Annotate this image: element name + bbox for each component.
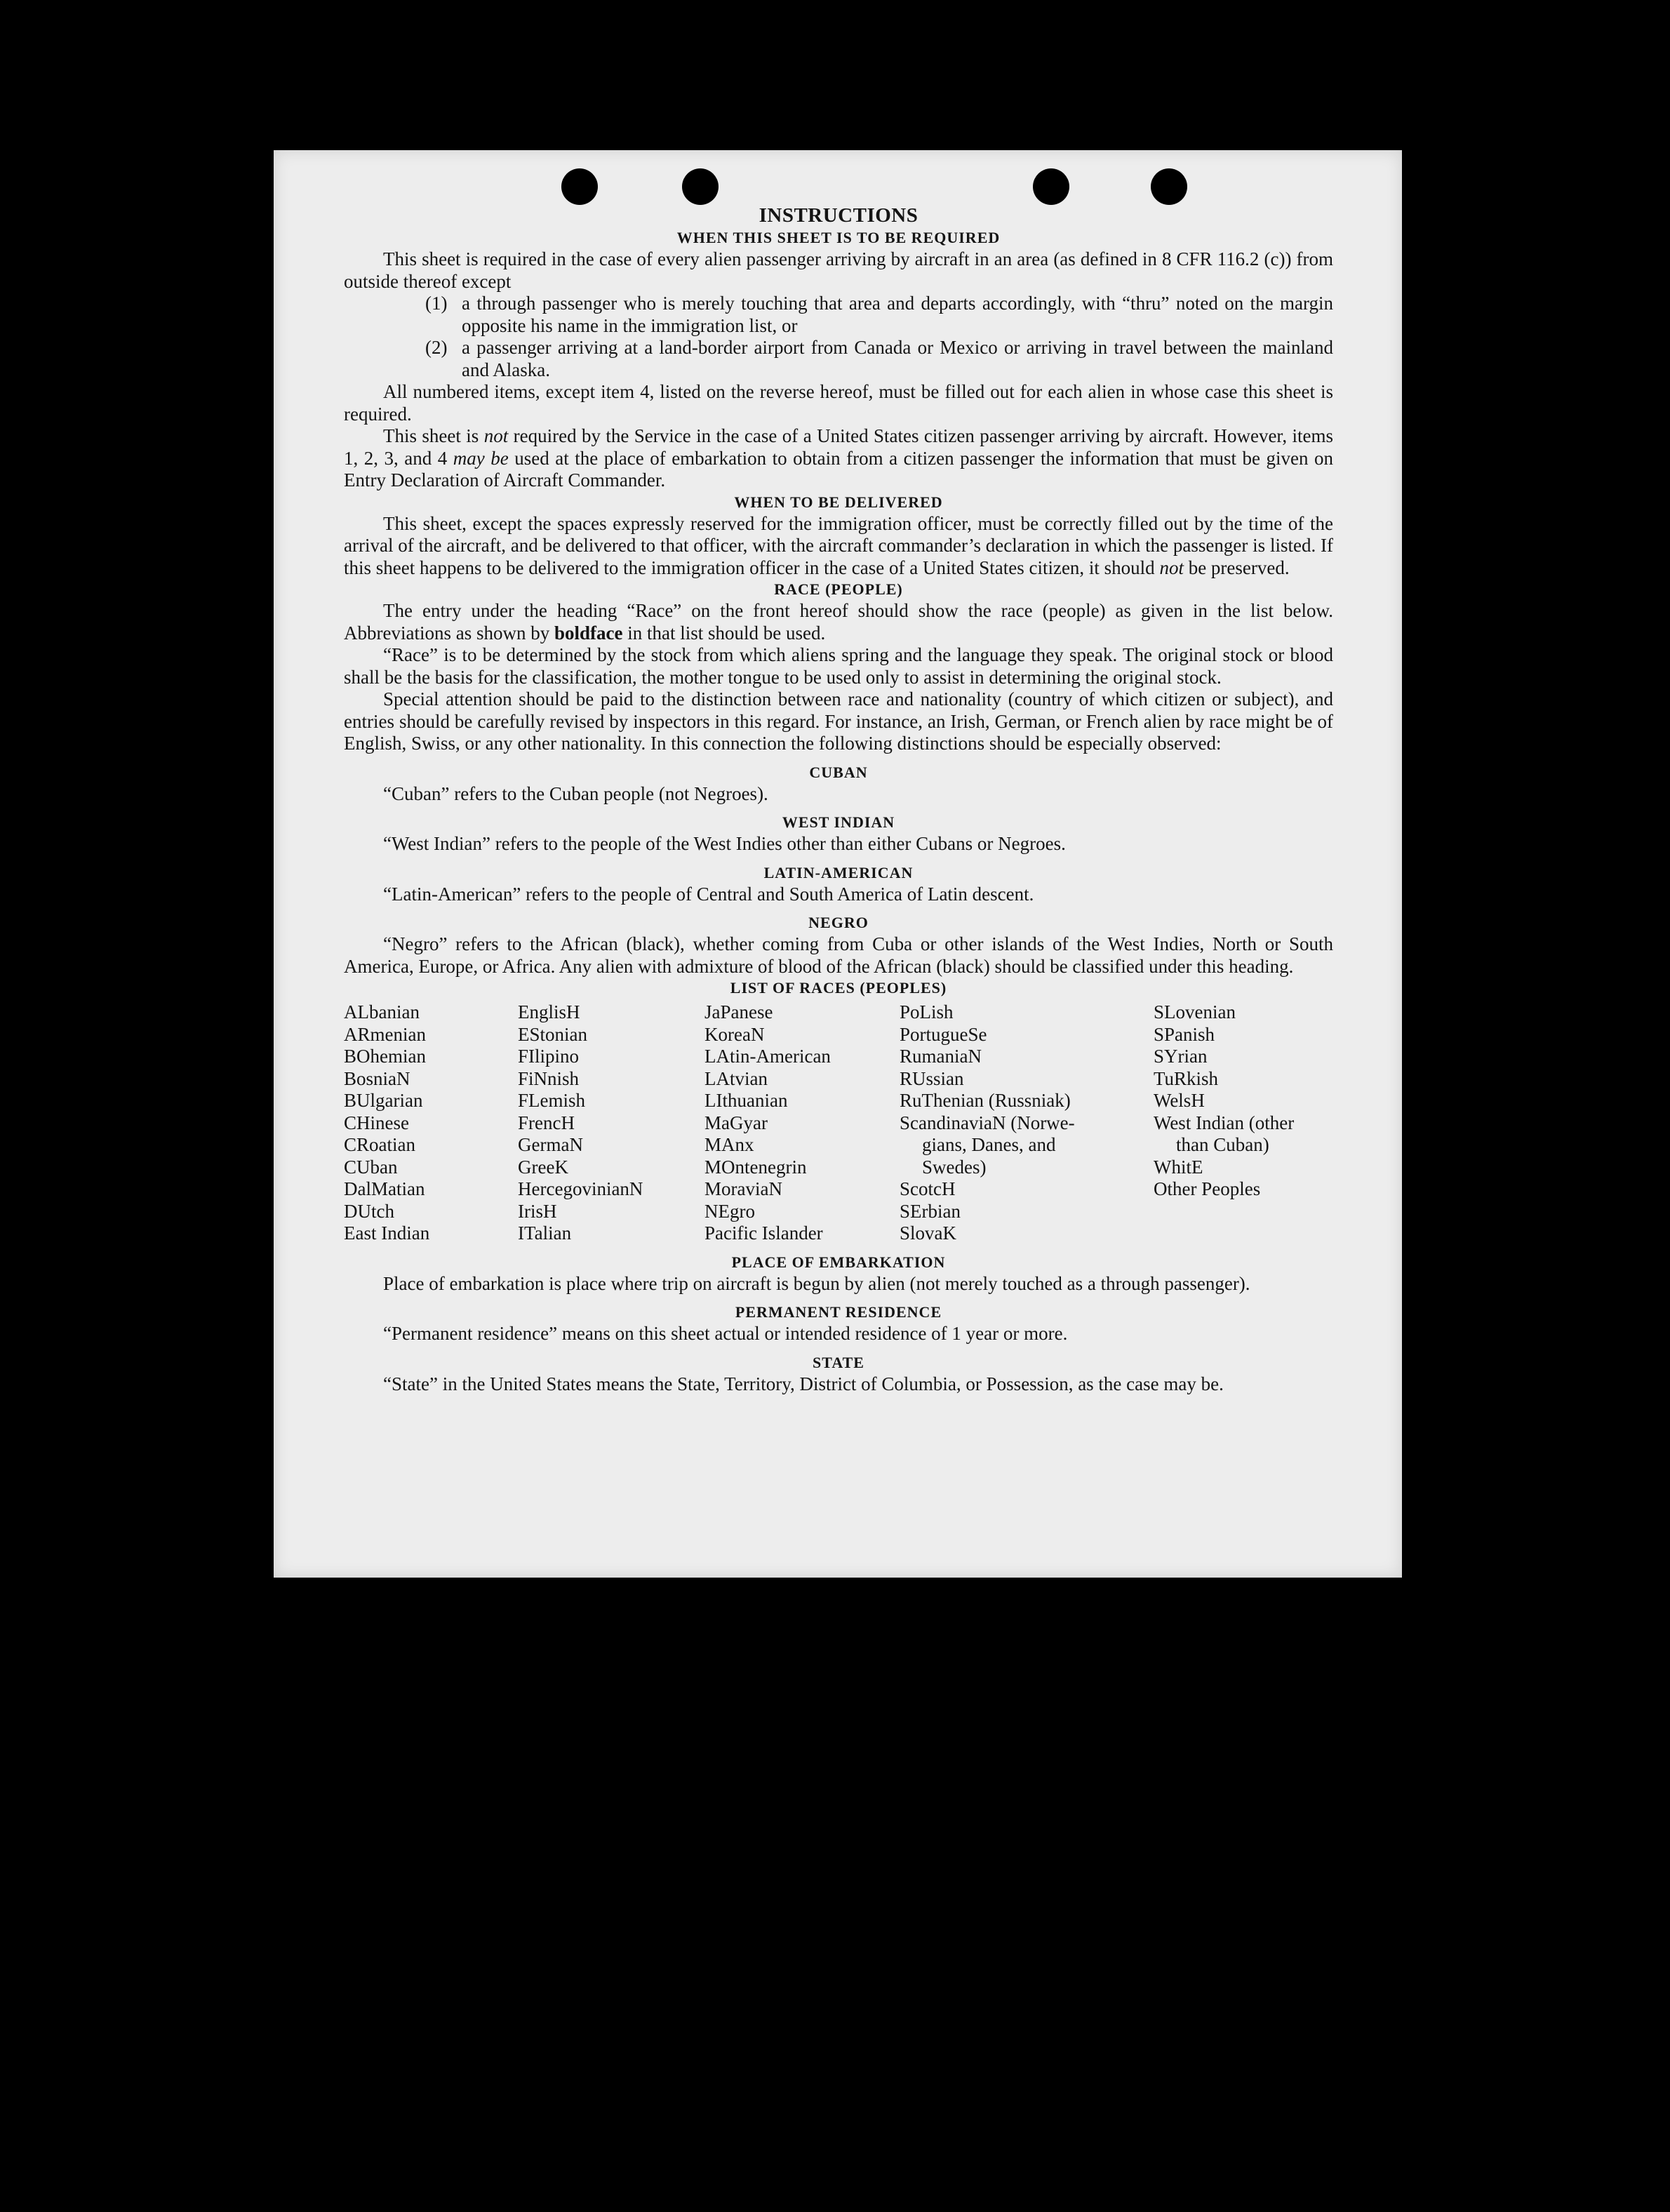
section-heading-latin-american: LATIN-AMERICAN	[763, 863, 914, 881]
race-entry: WelsH	[1154, 1090, 1205, 1111]
race-entry: SlovaK	[900, 1222, 956, 1244]
paragraph: “Race” is to be determined by the stock from which aliens spring and the language they speak. The original stock or blood shall be the basis for the classification, the mother tongue to be used only to assist in determining the original stock.	[344, 644, 1333, 688]
paragraph: Place of embarkation is place where trip on aircraft is begun by alien (not merely touched as a through passenger).	[383, 1272, 1250, 1294]
paragraph: “Latin-American” refers to the people of Central and South America of Latin descent.	[383, 883, 1034, 905]
race-entry: FLemish	[518, 1090, 586, 1111]
race-entry: LAtvian	[704, 1067, 768, 1089]
race-entry: East Indian	[344, 1222, 430, 1244]
section-heading-cuban: CUBAN	[809, 763, 868, 781]
race-entry: FrencH	[518, 1112, 575, 1133]
races-column	[900, 1001, 1154, 1245]
race-entry: EStonian	[518, 1023, 587, 1045]
race-entry: LAtin-American	[704, 1046, 831, 1067]
race-entry: ALbanian	[344, 1001, 420, 1022]
punch-hole	[682, 168, 719, 205]
paragraph: “West Indian” refers to the people of the West Indies other than either Cubans or Negroes.	[383, 833, 1066, 854]
instructions-body	[344, 204, 1333, 1395]
race-entry: CUban	[344, 1156, 398, 1178]
race-entry: MAnx	[704, 1134, 754, 1155]
race-entry: SYrian	[1154, 1046, 1208, 1067]
race-entry: ARmenian	[344, 1023, 426, 1045]
race-entry: KoreaN	[704, 1023, 765, 1045]
paragraph: This sheet is not required by the Service in the case of a United States citizen passenger arriving by aircraft. However, items 1, 2, 3, and 4 may be used at the place of embarkation to obtain from a citizen passenger the information that must be given on Entry Declaration of Aircraft Commander.	[344, 425, 1334, 491]
race-entry: MOntenegrin	[704, 1156, 807, 1178]
races-column	[344, 1001, 518, 1245]
race-entry: MoraviaN	[704, 1178, 782, 1199]
race-entry: RUssian	[900, 1067, 964, 1089]
race-entry: RumaniaN	[900, 1046, 982, 1067]
paragraph: Special attention should be paid to the distinction between race and nationality (country of which citizen or subject), and entries should be carefully revised by inspectors in this regard. For instance, an Irish, German, or French alien by race might be of English, Swiss, or any other nationality. In this connection the following distinctions should be especially observed:	[344, 688, 1333, 754]
race-entry: than Cuban)	[1176, 1134, 1269, 1155]
paragraph: “Permanent residence” means on this sheet actual or intended residence of 1 year or more.	[383, 1323, 1068, 1344]
paragraph: “Cuban” refers to the Cuban people (not Negroes).	[383, 782, 768, 804]
paragraph: This sheet, except the spaces expressly reserved for the immigration officer, must be correctly filled out by the time of the arrival of the aircraft, and be delivered to that officer, with the aircraft commander’s declaration in which the passenger is listed. If this sheet happens to be delivered to the immigration officer in the case of a United States citizen, it should not be preserved.	[344, 512, 1333, 578]
races-column	[518, 1001, 704, 1245]
race-entry: Other Peoples	[1154, 1178, 1261, 1199]
race-entry: DUtch	[344, 1200, 394, 1222]
race-entry: LIthuanian	[704, 1090, 788, 1111]
race-entry: FiNnish	[518, 1067, 580, 1089]
race-entry: RuThenian (Russniak)	[900, 1090, 1071, 1111]
section-heading-when-required: WHEN THIS SHEET IS TO BE REQUIRED	[676, 229, 1001, 246]
race-entry: DalMatian	[344, 1178, 425, 1199]
race-entry: West Indian (other	[1154, 1112, 1295, 1133]
races-table	[344, 1001, 1333, 1245]
race-entry: JaPanese	[704, 1001, 773, 1022]
race-entry: CRoatian	[344, 1134, 415, 1155]
section-heading-race: RACE (PEOPLE)	[774, 580, 903, 598]
race-entry: ScotcH	[900, 1178, 956, 1199]
list-item: (2) a passenger arriving at a land-border airport from Canada or Mexico or arriving in travel between the mainland and Alaska.	[425, 337, 1333, 380]
page-title: INSTRUCTIONS	[759, 204, 918, 227]
race-entry: WhitE	[1154, 1156, 1203, 1178]
race-entry: GreeK	[518, 1156, 568, 1178]
paragraph: This sheet is required in the case of every alien passenger arriving by aircraft in an area (as defined in 8 CFR 116.2 (c)) from outside thereof except	[344, 248, 1333, 292]
race-entry: EnglisH	[518, 1001, 580, 1022]
paragraph: The entry under the heading “Race” on the front hereof should show the race (people) as given in the list below. Abbreviations as shown by boldface in that list should be used.	[344, 600, 1333, 644]
section-heading-embarkation: PLACE OF EMBARKATION	[731, 1253, 946, 1271]
race-entry: ScandinaviaN (Norwe-	[900, 1112, 1075, 1133]
section-heading-when-delivered: WHEN TO BE DELIVERED	[734, 493, 943, 511]
section-heading-races-list: LIST OF RACES (PEOPLES)	[730, 979, 947, 997]
races-column	[704, 1001, 900, 1245]
race-entry: HercegovinianN	[518, 1178, 643, 1199]
section-heading-residence: PERMANENT RESIDENCE	[735, 1303, 942, 1321]
race-entry: BosniaN	[344, 1067, 410, 1089]
paragraph: “Negro” refers to the African (black), whether coming from Cuba or other islands of the West Indies, North or South America, Europe, or Africa. Any alien with admixture of blood of the African (black) should be classified under this heading.	[344, 933, 1333, 977]
race-entry: Pacific Islander	[704, 1222, 823, 1244]
race-entry: BOhemian	[344, 1046, 426, 1067]
race-entry: gians, Danes, and	[922, 1134, 1056, 1155]
punch-hole	[1151, 168, 1187, 205]
race-entry: NEgro	[704, 1200, 755, 1222]
section-heading-state: STATE	[813, 1353, 864, 1371]
race-entry: SPanish	[1154, 1023, 1215, 1045]
punch-hole	[561, 168, 598, 205]
race-entry: CHinese	[344, 1112, 409, 1133]
race-entry: SLovenian	[1154, 1001, 1236, 1022]
race-entry: TuRkish	[1154, 1067, 1219, 1089]
race-entry: IrisH	[518, 1200, 557, 1222]
race-entry: GermaN	[518, 1134, 583, 1155]
race-entry: BUlgarian	[344, 1090, 423, 1111]
race-entry: FIlipino	[518, 1046, 580, 1067]
race-entry: PoLish	[900, 1001, 954, 1022]
punch-hole	[1033, 168, 1069, 205]
section-heading-negro: NEGRO	[808, 914, 869, 931]
race-entry: Swedes)	[922, 1156, 987, 1178]
race-entry: SErbian	[900, 1200, 961, 1222]
list-item: (1) a through passenger who is merely touching that area and departs accordingly, with “thru” noted on the margin opposite his name in the immigration list, or	[425, 293, 1333, 336]
section-heading-west-indian: WEST INDIAN	[782, 813, 895, 831]
paragraph: “State” in the United States means the State, Territory, District of Columbia, or Possession, as the case may be.	[383, 1373, 1224, 1394]
race-entry: MaGyar	[704, 1112, 768, 1133]
races-column	[1154, 1001, 1333, 1245]
paragraph: All numbered items, except item 4, listed on the reverse hereof, must be filled out for each alien in whose case this sheet is required.	[344, 381, 1333, 425]
race-entry: PortugueSe	[900, 1023, 987, 1045]
race-entry: ITalian	[518, 1222, 572, 1244]
